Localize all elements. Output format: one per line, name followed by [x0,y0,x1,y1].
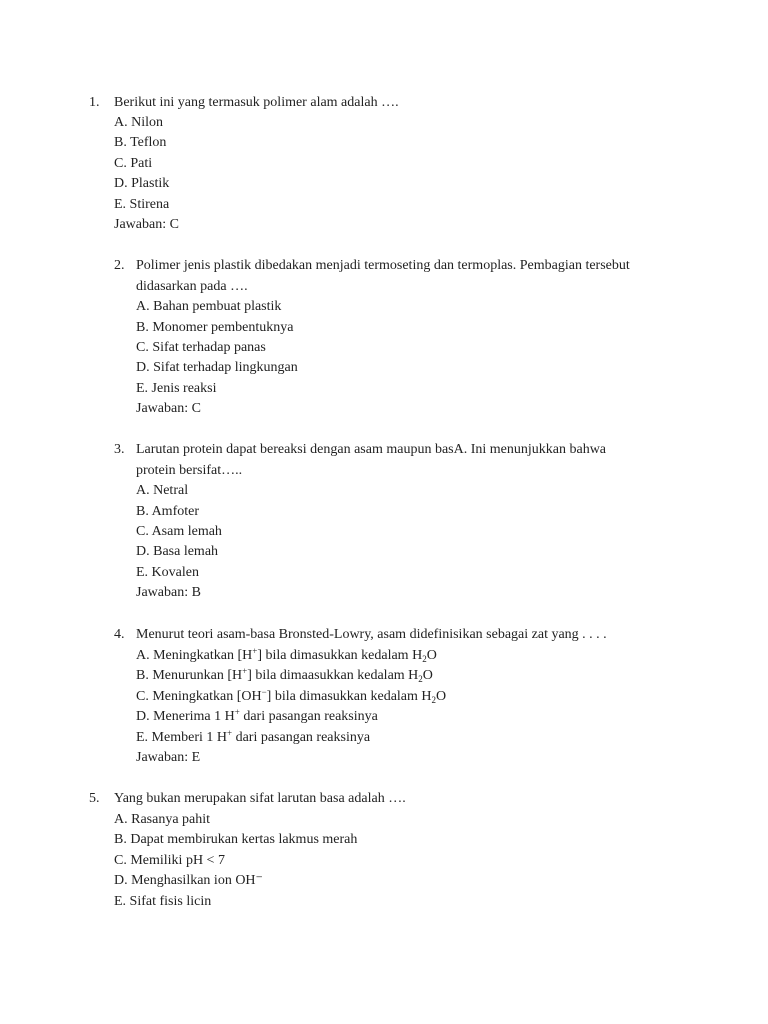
option-e: E. Stirena [114,197,170,212]
option-e: E. Memberi 1 H+ dari pasangan reaksinya [136,728,371,745]
option-a: A. Nilon [114,115,163,130]
question-number: 2. [114,258,125,273]
question-text-continued: didasarkan pada …. [136,279,248,294]
option-d: D. Menerima 1 H+ dari pasangan reaksinya [136,707,378,724]
answer: Jawaban: E [136,750,201,765]
option-a: A. Bahan pembuat plastik [136,299,282,314]
option-c: C. Pati [114,156,153,171]
question-text-continued: protein bersifat….. [136,463,243,478]
option-a: A. Netral [136,483,189,498]
option-a: A. Meningkatkan [H+] bila dimasukkan kedalam $H_2O$ [136,646,437,664]
option-b: B. Teflon [114,135,167,150]
option-b: B. Monomer pembentuknya [136,320,294,335]
question-text: Menurut teori asam-basa Bronsted-Lowry, asam didefinisikan sebagai zat yang . . . . [136,627,607,642]
option-c: C. Memiliki pH < 7 [114,853,225,868]
option-e: E. Sifat fisis licin [114,894,212,909]
question-text: Yang bukan merupakan sifat larutan basa adalah …. [114,791,406,806]
answer: Jawaban: B [136,585,201,600]
option-c: C. Meningkatkan [OH−] bila dimasukkan kedalam $H_2O$ [136,687,447,705]
answer: Jawaban: C [114,217,179,232]
option-c: C. Sifat terhadap panas [136,340,266,355]
question-number: 4. [114,627,125,642]
option-d: D. Menghasilkan ion OH⁻ [114,873,263,888]
option-d: D. Plastik [114,176,170,191]
question-text: Berikut ini yang termasuk polimer alam adalah …. [114,95,399,110]
answer: Jawaban: C [136,401,201,416]
option-e: E. Kovalen [136,565,199,580]
option-b: B. Amfoter [136,504,199,519]
option-d: D. Basa lemah [136,544,219,559]
question-text: Polimer jenis plastik dibedakan menjadi termoseting dan termoplas. Pembagian tersebut [136,258,630,273]
option-e: E. Jenis reaksi [136,381,217,396]
option-c: C. Asam lemah [136,524,222,539]
option-b: B. Dapat membirukan kertas lakmus merah [114,832,358,847]
question-number: 5. [89,791,100,806]
question-number: 1. [89,95,100,110]
option-a: A. Rasanya pahit [114,812,211,827]
question-text: Larutan protein dapat bereaksi dengan asam maupun basA. Ini menunjukkan bahwa [136,442,607,457]
option-b: B. Menurunkan [H+] bila dimaasukkan kedalam $H_2O$ [136,666,433,684]
option-d: D. Sifat terhadap lingkungan [136,360,298,375]
question-number: 3. [114,442,125,457]
